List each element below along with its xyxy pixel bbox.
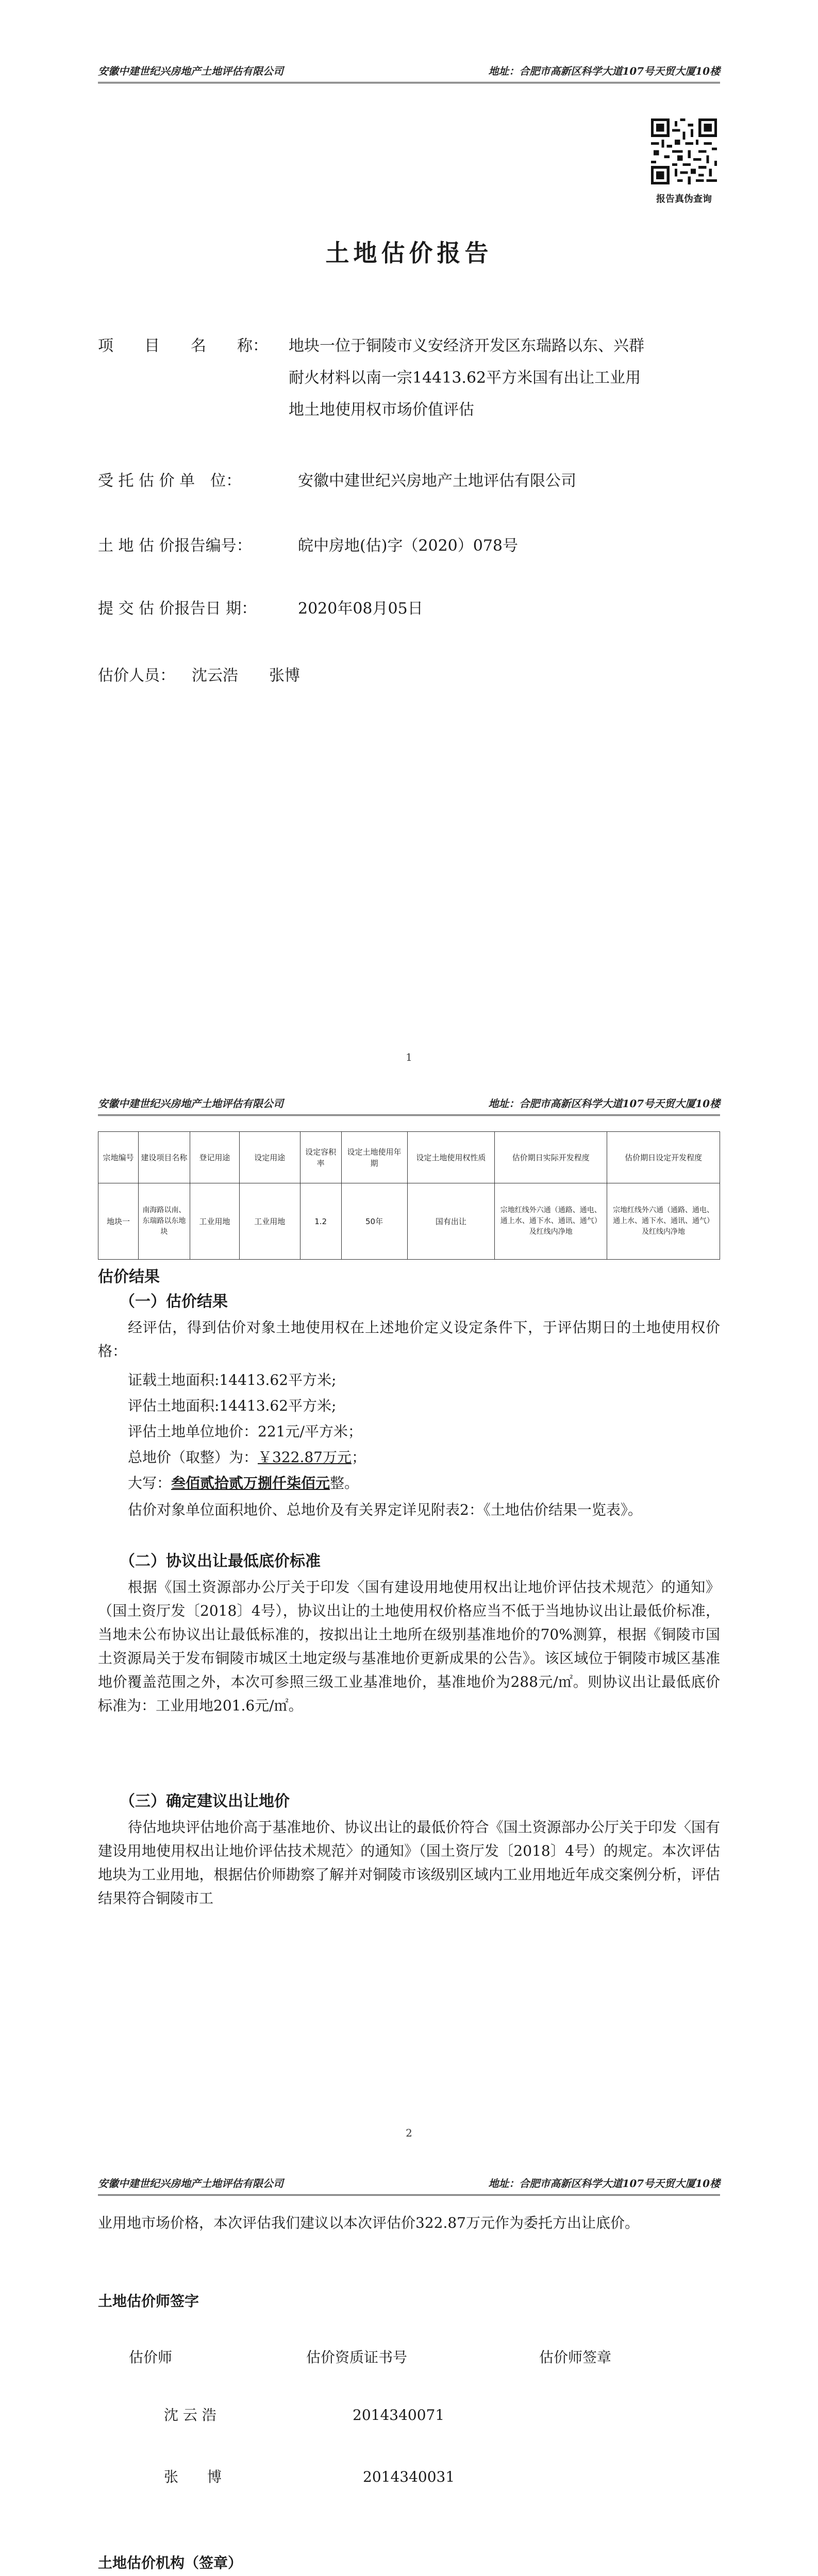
appraisers-value: 沈云浩 张博 bbox=[192, 667, 300, 685]
page-3 bbox=[0, 2155, 818, 2576]
results-para3: 待估地块评估地价高于基准地价、协议出让的最低价符合《国土资源部办公厅关于印发〈国有建设用地使用权出让地价评估技术规范〉的通知》（国土资厅发〔2018〕4号）的规定。本次评估地块为工业用地，根据估价师勘察了解并对铜陵市该级别区域内工业用地近年成交案例分析，评估结果符合铜陵市工 bbox=[98, 1819, 720, 1907]
col-cert: 估价资质证书号 bbox=[306, 2349, 408, 2366]
table-header-cell: 估价期日设定开发程度 bbox=[607, 1132, 720, 1183]
table-header-cell: 建设项目名称 bbox=[138, 1132, 190, 1183]
appraiser-1-cert: 2014340071 bbox=[353, 2406, 445, 2424]
total-value: ￥322.87万元 bbox=[258, 1449, 352, 1466]
results-intro: 经评估，得到估价对象土地使用权在上述地价定义设定条件下，于评估期日的土地使用权价格： bbox=[98, 1319, 720, 1360]
table-cell: 宗地红线外六通（通路、通电、通上水、通下水、通讯、通气）及红线内净地 bbox=[607, 1183, 720, 1260]
parcel-table bbox=[98, 1131, 720, 1260]
entrusted-value: 安徽中建世纪兴房地产土地评估有限公司 bbox=[298, 472, 576, 490]
col-appraiser: 估价师 bbox=[129, 2349, 173, 2366]
sign-heading: 土地估价师签字 bbox=[98, 2293, 199, 2310]
appraiser-1-name: 沈 云 浩 bbox=[164, 2406, 216, 2424]
table-header-row bbox=[98, 1132, 720, 1183]
results-sub1: （一）估价结果 bbox=[120, 1293, 228, 1311]
total-price bbox=[128, 1446, 366, 1469]
col-sign: 估价师签章 bbox=[539, 2349, 612, 2366]
header-address: 地址：合肥市高新区科学大道107号天贸大厦10楼 bbox=[488, 65, 720, 77]
upper-suffix: 整。 bbox=[330, 1475, 359, 1492]
results-note: 估价对象单位面积地价、总地价及有关界定详见附表2：《土地估价结果一览表》。 bbox=[128, 1501, 642, 1518]
total-suffix: ； bbox=[352, 1449, 366, 1466]
results-sub2: （二）协议出让最低底价标准 bbox=[120, 1552, 321, 1570]
header-address: 地址：合肥市高新区科学大道107号天贸大厦10楼 bbox=[488, 1097, 720, 1110]
report-no-label: 土 地 估 价报告编号： bbox=[98, 537, 252, 555]
header-company: 安徽中建世纪兴房地产土地评估有限公司 bbox=[98, 65, 283, 77]
page-header bbox=[98, 63, 720, 83]
org-heading: 土地估价机构（签章） bbox=[98, 2554, 243, 2571]
results-heading: 估价结果 bbox=[98, 1268, 160, 1286]
appraiser-2-name: 张 博 bbox=[164, 2468, 222, 2485]
table-cell: 50年 bbox=[341, 1183, 407, 1260]
total-prefix: 总地价（取整）为： bbox=[128, 1449, 258, 1466]
results-sub3: （三）确定建议出让地价 bbox=[120, 1792, 290, 1810]
page-number: 2 bbox=[406, 2127, 412, 2139]
project-value-line-3: 地土地使用权市场价值评估 bbox=[289, 401, 474, 419]
page-2 bbox=[0, 1074, 818, 2155]
table-header-cell: 估价期日实际开发程度 bbox=[495, 1132, 607, 1183]
closing-paragraph: 业用地市场价格，本次评估我们建议以本次评估价322.87万元作为委托方出让底价。 bbox=[98, 2214, 639, 2231]
header-company: 安徽中建世纪兴房地产土地评估有限公司 bbox=[98, 1097, 283, 1110]
project-value-line-1: 地块一位于铜陵市义安经济开发区东瑞路以东、兴群 bbox=[289, 337, 644, 355]
unit-price: 评估土地单位地价：221元/平方米； bbox=[128, 1423, 362, 1440]
table-header-cell: 设定土地使用权性质 bbox=[407, 1132, 495, 1183]
entrusted-label: 受 托 估 价 单 位： bbox=[98, 472, 242, 490]
table-header-cell: 登记用途 bbox=[190, 1132, 239, 1183]
date-value: 2020年08月05日 bbox=[298, 600, 423, 618]
page-header bbox=[98, 1095, 720, 1116]
table-row bbox=[98, 1183, 720, 1260]
table-header-cell: 宗地编号 bbox=[98, 1132, 139, 1183]
appraiser-2-cert: 2014340031 bbox=[363, 2468, 455, 2485]
project-value-line-2: 耐火材料以南一宗14413.62平方米国有出让工业用 bbox=[289, 369, 641, 387]
cert-area: 证载土地面积:14413.62平方米; bbox=[128, 1371, 337, 1388]
page-1 bbox=[0, 0, 818, 1074]
table-cell: 工业用地 bbox=[239, 1183, 300, 1260]
table-cell: 工业用地 bbox=[190, 1183, 239, 1260]
table-header-cell: 设定土地使用年期 bbox=[341, 1132, 407, 1183]
table-header-cell: 设定用途 bbox=[239, 1132, 300, 1183]
total-upper bbox=[128, 1471, 359, 1495]
qr-caption: 报告真伪查询 bbox=[656, 194, 712, 205]
qr-code-icon[interactable] bbox=[651, 118, 717, 184]
table-cell: 南海路以南、东瑞路以东地块 bbox=[138, 1183, 190, 1260]
project-label: 项 目 名 称： bbox=[98, 337, 268, 355]
upper-value: 叁佰贰拾贰万捌仟柒佰元 bbox=[171, 1475, 330, 1492]
table-header-cell: 设定容积率 bbox=[300, 1132, 341, 1183]
appraisers-label: 估价人员： bbox=[98, 667, 175, 685]
results-para2: 根据《国土资源部办公厅关于印发〈国有建设用地使用权出让地价评估技术规范〉的通知》（国土资厅发〔2018〕4号），协议出让的土地使用权价格应当不低于当地协议出让最低价标准，当地未公布协议出让最低标准的，按拟出让土地所在级别基准地价的70%测算，根据《铜陵市国土资源局关于发布铜陵市城区土地定级与基准地价更新成果的公告》。该区域位于铜陵市城区基准地价覆盖范围之外，本次可参照三级工业基准地价，基准地价为288元/㎡。则协议出让最低底价标准为：工业用地201.6元/㎡。 bbox=[98, 1579, 720, 1714]
table-cell: 国有出让 bbox=[407, 1183, 495, 1260]
report-no-value: 皖中房地(估)字（2020）078号 bbox=[298, 537, 519, 555]
date-label: 提 交 估 价报告日 期： bbox=[98, 600, 257, 618]
page-number: 1 bbox=[406, 1051, 412, 1063]
report-title: 土地估价报告 bbox=[325, 239, 493, 267]
header-company: 安徽中建世纪兴房地产土地评估有限公司 bbox=[98, 2177, 283, 2190]
table-cell: 1.2 bbox=[300, 1183, 341, 1260]
table-cell: 地块一 bbox=[98, 1183, 139, 1260]
table-cell: 宗地红线外六通（通路、通电、通上水、通下水、通讯、通气）及红线内净地 bbox=[495, 1183, 607, 1260]
eval-area: 评估土地面积:14413.62平方米; bbox=[128, 1397, 337, 1414]
upper-prefix: 大写： bbox=[128, 1475, 172, 1492]
page-header bbox=[98, 2175, 720, 2196]
header-address: 地址：合肥市高新区科学大道107号天贸大厦10楼 bbox=[488, 2177, 720, 2190]
